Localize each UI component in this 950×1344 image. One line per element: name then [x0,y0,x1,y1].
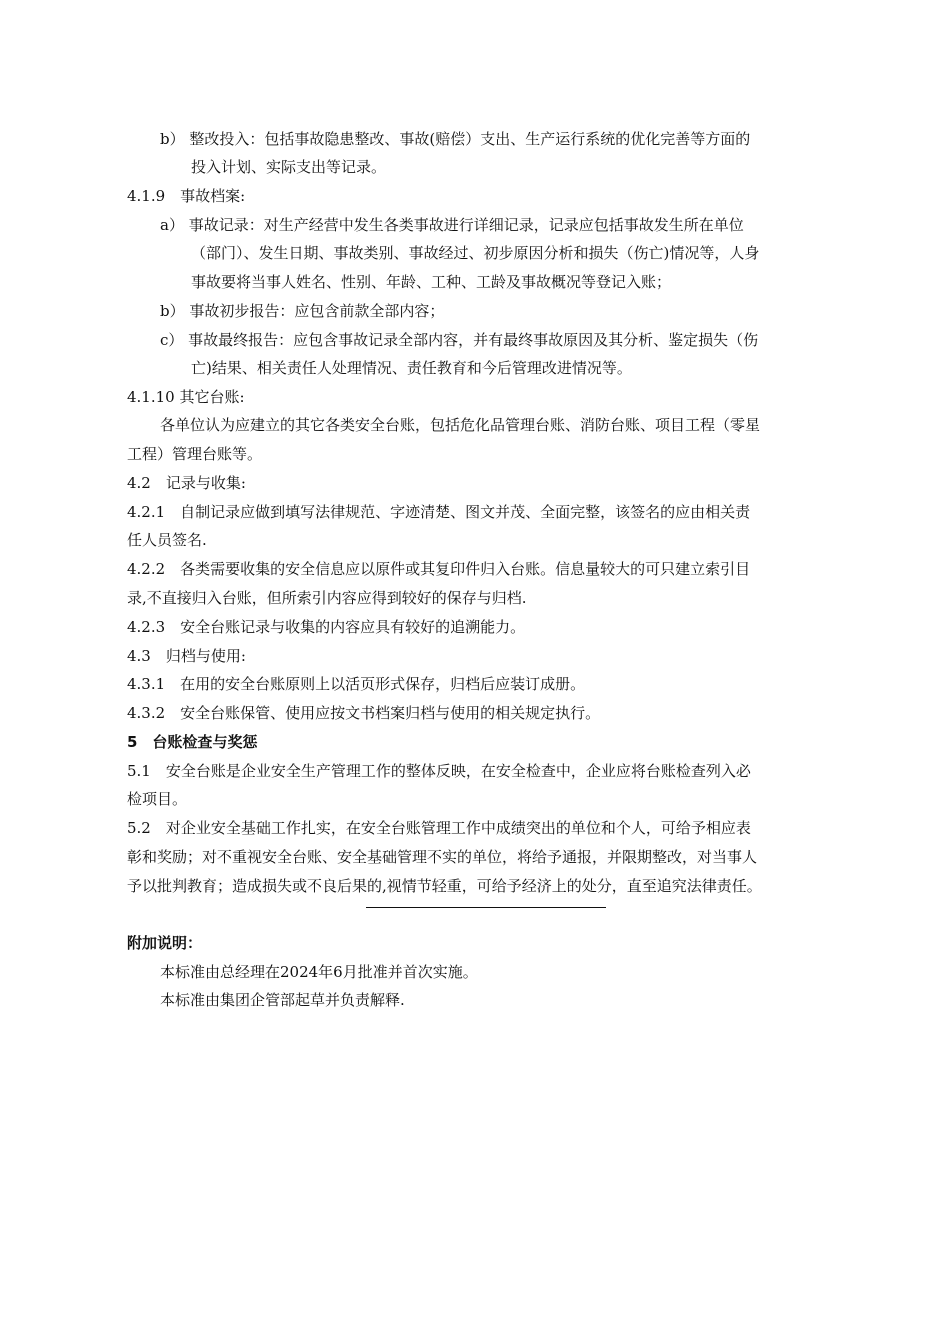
section-4-2-1-line1: 4.2.1 自制记录应做到填写法律规范、字迹清楚、图文并茂、全面完整，该签名的应由相关责 [127,503,751,521]
section-4-1-10-body-line2: 工程）管理台账等。 [127,445,263,463]
section-4-3-1: 4.3.1 在用的安全台账原则上以活页形式保存，归档后应装订成册。 [127,675,586,693]
item-a-accident-record-line1: a） 事故记录：对生产经营中发生各类事故进行详细记录，记录应包括事故发生所在单位 [160,216,744,234]
item-a-accident-record-line3: 事故要将当事人姓名、性别、年龄、工种、工龄及事故概况等登记入账； [191,273,672,291]
item-b-rectification-line2: 投入计划、实际支出等记录。 [191,158,387,176]
appendix-approval-note: 本标准由总经理在2024年6月批准并首次实施。 [160,963,478,981]
section-4-3-2: 4.3.2 安全台账保管、使用应按文书档案归档与使用的相关规定执行。 [127,704,601,722]
section-4-1-10-body-line1: 各单位认为应建立的其它各类安全台账，包括危化品管理台账、消防台账、项目工程（零星 [160,416,761,434]
section-5-2-line3: 予以批判教育；造成损失或不良后果的,视情节轻重，可给予经济上的处分，直至追究法律责任。 [127,877,762,895]
item-b-initial-report: b） 事故初步报告：应包含前款全部内容； [160,302,445,320]
end-divider-rule [366,907,606,908]
section-4-3-heading: 4.3 归档与使用: [127,647,246,665]
section-5-2-line1: 5.2 对企业安全基础工作扎实，在安全台账管理工作中成绩突出的单位和个人，可给予相应表 [127,819,751,837]
item-b-rectification-line1: b） 整改投入：包括事故隐患整改、事故(赔偿）支出、生产运行系统的优化完善等方面的 [160,130,751,148]
section-5-1-line2: 检项目。 [127,790,188,808]
appendix-heading: 附加说明： [127,934,203,952]
section-4-1-10-heading: 4.1.10 其它台账: [127,388,245,406]
item-c-final-report-line1: c） 事故最终报告：应包含事故记录全部内容，并有最终事故原因及其分析、鉴定损失（伤 [160,331,759,349]
item-a-accident-record-line2: （部门）、发生日期、事故类别、事故经过、初步原因分析和损失（伤亡)情况等，人身 [191,244,760,262]
section-5-heading: 5 台账检查与奖惩 [127,733,258,751]
section-5-2-line2: 彰和奖励；对不重视安全台账、安全基础管理不实的单位，将给予通报，并限期整改，对当事人 [127,848,758,866]
section-4-2-1-line2: 任人员签名. [127,531,207,549]
section-5-1-line1: 5.1 安全台账是企业安全生产管理工作的整体反映，在安全检查中，企业应将台账检查列入必 [127,762,751,780]
section-4-1-9-heading: 4.1.9 事故档案: [127,187,246,205]
item-c-final-report-line2: 亡)结果、相关责任人处理情况、责任教育和今后管理改进情况等。 [191,359,632,377]
appendix-drafting-note: 本标准由集团企管部起草并负责解释. [160,991,405,1009]
section-4-2-3: 4.2.3 安全台账记录与收集的内容应具有较好的追溯能力。 [127,618,526,636]
section-4-2-2-line1: 4.2.2 各类需要收集的安全信息应以原件或其复印件归入台账。信息量较大的可只建立索引目 [127,560,751,578]
section-4-2-2-line2: 录,不直接归入台账，但所索引内容应得到较好的保存与归档. [127,589,527,607]
section-4-2-heading: 4.2 记录与收集: [127,474,246,492]
